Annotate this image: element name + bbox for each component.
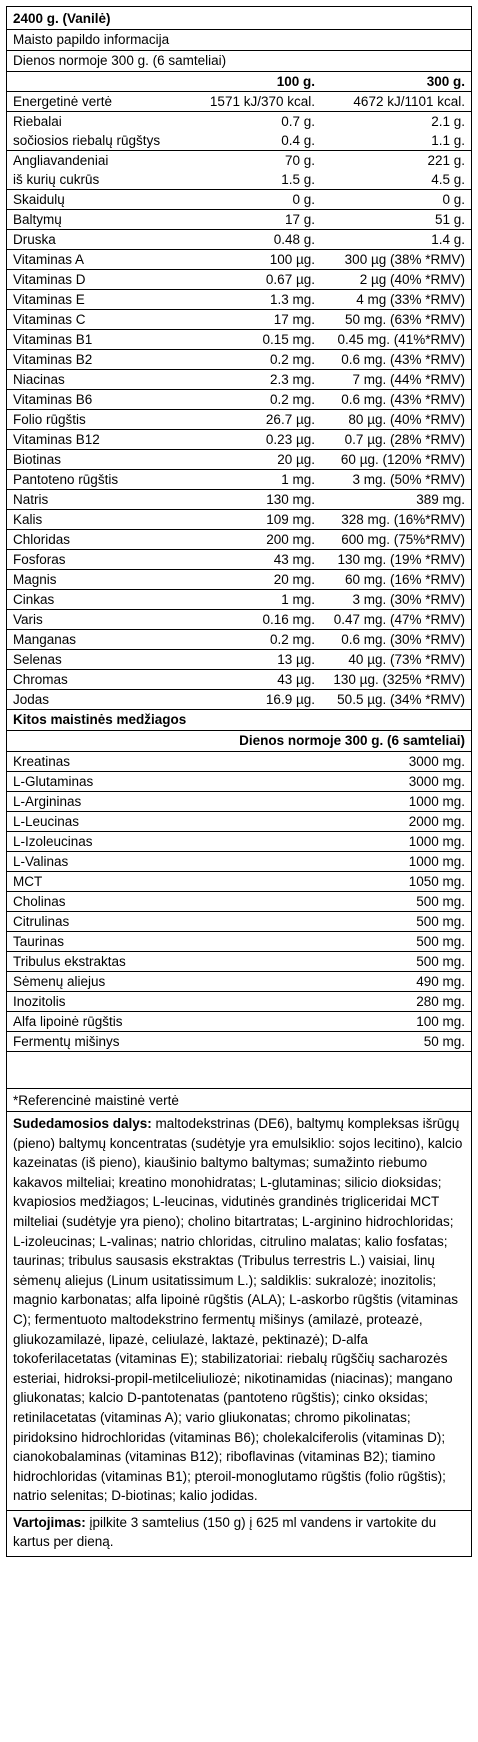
nutrient-name	[7, 370, 189, 390]
nutrient-name	[7, 92, 189, 112]
nutrient-name-line: Druska	[13, 232, 56, 247]
other-nutrient-value: 280 mg.	[319, 992, 471, 1012]
nutrient-name-line: Magnis	[13, 572, 57, 587]
other-nutrient-value: 3000 mg.	[319, 752, 471, 772]
other-nutrient-name: Cholinas	[7, 892, 319, 912]
value-300g-line: 328 mg. (16%*RMV)	[341, 512, 465, 527]
value-300g	[321, 250, 471, 270]
other-nutrients-title: Kitos maistinės medžiagos	[7, 710, 471, 731]
nutrition-row	[7, 410, 471, 430]
nutrition-row	[7, 270, 471, 290]
value-100g	[189, 450, 321, 470]
value-100g	[189, 290, 321, 310]
value-100g	[189, 670, 321, 690]
nutrient-name-line: Fosforas	[13, 552, 66, 567]
value-100g-line: 0.2 mg.	[269, 632, 315, 647]
nutrient-name-line: Kalis	[13, 512, 43, 527]
nutrition-row	[7, 550, 471, 570]
nutrition-row	[7, 590, 471, 610]
value-300g-line: 50.5 µg. (34% *RMV)	[337, 692, 465, 707]
value-300g	[321, 310, 471, 330]
value-100g-line: 0.16 mg.	[262, 612, 315, 627]
nutrient-name	[7, 550, 189, 570]
value-300g-line: 600 mg. (75%*RMV)	[341, 532, 465, 547]
other-nutrient-row	[7, 972, 471, 992]
nutrient-name-line: Vitaminas A	[13, 252, 85, 267]
nutrition-row	[7, 112, 471, 151]
value-100g-line: 0.48 g.	[273, 232, 315, 247]
other-nutrient-value: 1000 mg.	[319, 792, 471, 812]
nutrient-name	[7, 310, 189, 330]
other-nutrient-value: 1050 mg.	[319, 872, 471, 892]
other-nutrient-value: 3000 mg.	[319, 772, 471, 792]
value-300g	[321, 230, 471, 250]
column-300g: 300 g.	[321, 72, 471, 92]
value-300g	[321, 510, 471, 530]
nutrition-row	[7, 190, 471, 210]
nutrient-name	[7, 210, 189, 230]
nutrient-name-line: Natris	[13, 492, 49, 507]
other-nutrient-name: Sėmenų aliejus	[7, 972, 319, 992]
nutrient-name-line: Vitaminas B2	[13, 352, 93, 367]
other-nutrient-name: Citrulinas	[7, 912, 319, 932]
other-nutrient-row	[7, 852, 471, 872]
value-100g-line: 130 mg.	[266, 492, 315, 507]
value-300g-line: 1.1 g.	[431, 133, 465, 148]
label-subtitle: Maisto papildo informacija	[7, 30, 471, 51]
value-100g	[189, 430, 321, 450]
value-100g-line: 13 µg.	[277, 652, 315, 667]
other-nutrient-row	[7, 872, 471, 892]
other-nutrient-row	[7, 892, 471, 912]
value-100g-line: 70 g.	[284, 153, 315, 168]
value-300g	[321, 690, 471, 710]
other-nutrient-row	[7, 832, 471, 852]
value-300g	[321, 350, 471, 370]
other-nutrient-name: L-Leucinas	[7, 812, 319, 832]
product-title: 2400 g. (Vanilė)	[7, 7, 471, 30]
other-nutrient-name: Fermentų mišinys	[7, 1032, 319, 1052]
value-300g	[321, 430, 471, 450]
value-100g-line: 1571 kJ/370 kcal.	[209, 94, 315, 109]
value-100g	[189, 510, 321, 530]
value-300g	[321, 650, 471, 670]
nutrient-name	[7, 510, 189, 530]
value-300g-line: 0.7 µg. (28% *RMV)	[344, 432, 465, 447]
value-100g	[189, 270, 321, 290]
ingredients-label: Sudedamosios dalys:	[13, 1116, 152, 1131]
value-300g-line: 4.5 g.	[431, 172, 465, 187]
other-nutrient-row	[7, 912, 471, 932]
value-300g-line: 130 mg. (19% *RMV)	[337, 552, 465, 567]
serving-info: Dienos normoje 300 g. (6 samteliai)	[7, 51, 471, 72]
value-100g	[189, 151, 321, 190]
value-100g-line: 1.3 mg.	[269, 292, 315, 307]
ingredients-block	[7, 1112, 471, 1511]
value-100g-line: 1 mg.	[281, 592, 315, 607]
nutrition-row	[7, 250, 471, 270]
value-100g	[189, 92, 321, 112]
nutrition-row	[7, 210, 471, 230]
value-100g	[189, 490, 321, 510]
value-300g	[321, 410, 471, 430]
nutrition-row	[7, 430, 471, 450]
nutrient-name	[7, 610, 189, 630]
nutrient-name-line: Vitaminas B6	[13, 392, 93, 407]
value-300g-line: 1.4 g.	[431, 232, 465, 247]
value-300g	[321, 92, 471, 112]
nutrient-name	[7, 330, 189, 350]
ingredients-text: maltodekstrinas (DE6), baltymų kompleksas išrūgų (pieno) baltymų koncentratas (sudėtyje yra emulsiklio: sojos lecitino), kalcio kazeinatas (iš pieno), kiaušinio baltymo baltymas; sumažinto riebumo kakavos milteliai; kreatino monohidratas; L-glutaminas; silicio dioksidas; kvapiosios medžiagos; L-leucinas, vidutinės grandinės trigliceridai MCT milteliai (sudėtyje yra pieno); cholino bitartratas; L-arginino hidrochloridas; L-izoleucinas; L-valinas; natrio chloridas, citrulino malatas; kalio fosfatas; taurinas; tribulus sausasis ekstraktas (Tribulus terrestris L.) vaisiai, linų sėmenų aliejus (Linum usitatissimum L.); saldiklis: sukralozė; inozitolis; magnio karbonatas; alfa lipoinė rūgštis (ALA); L-askorbo rūgštis (vitaminas C); fermentuoto maltodekstrino fermentų mišinys (amilazė, proteazė, gliukozamilazė, lipazė, celiulazė, laktazė, pektinazė); D-alfa tokoferilacetatas (vitaminas E); stabilizatoriai: riebalų rūgščių sacharozės esteriai, hidroksi-propil-metilceliuliozė; nikotinamidas (niacinas); mangano gliukonatas; kalcio D-pantotenatas (pantoteno rūgštis); cinko oksidas; retinilacetatas (vitaminas A); vario gliukonatas; chromo pikolinatas; piridoksino hidrochloridas (vitaminas B6); cholekalciferolis (vitaminas D); cianokobalaminas (vitaminas B12); riboflavinas (vitaminas B2); tiamino hidrochloridas (vitaminas B1); pteroil-monoglutamo rūgštis (folio rūgštis); natrio selenitas; D-biotinas; kalio jodidas.	[13, 1116, 463, 1504]
value-100g	[189, 310, 321, 330]
other-nutrient-value: 500 mg.	[319, 892, 471, 912]
other-nutrient-value: 100 mg.	[319, 1012, 471, 1032]
other-nutrient-row	[7, 752, 471, 772]
other-nutrient-name: Inozitolis	[7, 992, 319, 1012]
value-300g	[321, 290, 471, 310]
other-nutrient-row	[7, 992, 471, 1012]
other-nutrient-name: Tribulus ekstraktas	[7, 952, 319, 972]
nutrient-name	[7, 190, 189, 210]
nutrient-name	[7, 250, 189, 270]
nutrient-name	[7, 490, 189, 510]
value-100g	[189, 350, 321, 370]
value-300g	[321, 210, 471, 230]
other-nutrient-value: 50 mg.	[319, 1032, 471, 1052]
value-300g-line: 2.1 g.	[431, 114, 465, 129]
value-300g	[321, 470, 471, 490]
column-100g: 100 g.	[189, 72, 321, 92]
nutrient-name-line: Baltymų	[13, 212, 62, 227]
nutrient-name	[7, 270, 189, 290]
value-100g	[189, 650, 321, 670]
nutrient-name-line: Vitaminas E	[13, 292, 85, 307]
other-nutrient-row	[7, 952, 471, 972]
value-300g-line: 51 g.	[434, 212, 465, 227]
value-300g-line: 389 mg.	[416, 492, 465, 507]
value-300g	[321, 570, 471, 590]
value-100g-line: 1.5 g.	[281, 172, 315, 187]
other-nutrient-name: MCT	[7, 872, 319, 892]
value-300g	[321, 490, 471, 510]
other-nutrient-row	[7, 792, 471, 812]
nutrient-name-line: Niacinas	[13, 372, 65, 387]
value-100g-line: 1 mg.	[281, 472, 315, 487]
nutrient-name-line: Biotinas	[13, 452, 62, 467]
value-300g	[321, 630, 471, 650]
other-nutrient-row	[7, 1032, 471, 1052]
value-100g-line: 17 g.	[284, 212, 315, 227]
nutrition-row	[7, 670, 471, 690]
nutrient-name	[7, 470, 189, 490]
value-100g	[189, 250, 321, 270]
nutrient-name	[7, 112, 189, 151]
nutrition-row	[7, 490, 471, 510]
value-300g	[321, 590, 471, 610]
other-nutrient-row	[7, 812, 471, 832]
nutrition-row	[7, 330, 471, 350]
other-nutrient-name: L-Argininas	[7, 792, 319, 812]
nutrient-name-line: Jodas	[13, 692, 50, 707]
other-nutrient-name: Kreatinas	[7, 752, 319, 772]
value-100g-line: 2.3 mg.	[269, 372, 315, 387]
nutrient-name-line: Riebalai	[13, 114, 62, 129]
other-nutrients-header: Dienos normoje 300 g. (6 samteliai)	[7, 731, 471, 752]
value-300g-line: 2 µg (40% *RMV)	[359, 272, 465, 287]
usage-text: įpilkite 3 samtelius (150 g) į 625 ml vandens ir vartokite du kartus per dieną.	[13, 1514, 437, 1550]
value-100g-line: 0.2 mg.	[269, 352, 315, 367]
value-300g-line: 40 µg. (73% *RMV)	[348, 652, 465, 667]
value-300g-line: 0.47 mg. (47% *RMV)	[333, 612, 465, 627]
nutrition-row	[7, 310, 471, 330]
other-nutrient-value: 490 mg.	[319, 972, 471, 992]
other-nutrient-name: L-Izoleucinas	[7, 832, 319, 852]
value-300g-line: 7 mg. (44% *RMV)	[352, 372, 465, 387]
value-100g	[189, 370, 321, 390]
nutrition-table	[7, 72, 471, 710]
other-nutrient-value: 500 mg.	[319, 932, 471, 952]
footnote: *Referencinė maistinė vertė	[7, 1089, 471, 1112]
usage-label: Vartojimas:	[13, 1514, 86, 1530]
other-nutrient-value: 2000 mg.	[319, 812, 471, 832]
value-300g-line: 60 µg. (120% *RMV)	[340, 452, 465, 467]
value-300g-line: 3 mg. (50% *RMV)	[352, 472, 465, 487]
value-100g-line: 109 mg.	[266, 512, 315, 527]
nutrition-row	[7, 470, 471, 490]
value-100g	[189, 470, 321, 490]
value-100g	[189, 610, 321, 630]
other-nutrient-row	[7, 932, 471, 952]
nutrient-name-line: Pantoteno rūgštis	[13, 472, 119, 487]
nutrition-row	[7, 290, 471, 310]
nutrient-name	[7, 670, 189, 690]
value-300g-line: 60 mg. (16% *RMV)	[344, 572, 465, 587]
value-300g	[321, 330, 471, 350]
value-300g	[321, 550, 471, 570]
value-300g	[321, 112, 471, 151]
value-100g	[189, 112, 321, 151]
nutrient-name-line: Angliavandeniai	[13, 153, 109, 168]
value-100g-line: 0.4 g.	[281, 133, 315, 148]
nutrient-name-line: Chromas	[13, 672, 68, 687]
other-nutrient-value: 500 mg.	[319, 952, 471, 972]
nutrition-row	[7, 650, 471, 670]
value-300g-line: 221 g.	[427, 153, 465, 168]
value-100g	[189, 570, 321, 590]
nutrient-name-line: Selenas	[13, 652, 62, 667]
value-300g-line: 80 µg. (40% *RMV)	[348, 412, 465, 427]
value-100g-line: 200 mg.	[266, 532, 315, 547]
nutrient-name-line: Skaidulų	[13, 192, 65, 207]
value-300g-line: 0.6 mg. (43% *RMV)	[341, 352, 465, 367]
value-100g	[189, 330, 321, 350]
nutrient-name	[7, 570, 189, 590]
value-100g-line: 20 mg.	[273, 572, 315, 587]
nutrient-name-line: Vitaminas C	[13, 312, 86, 327]
value-100g-line: 43 µg.	[277, 672, 315, 687]
nutrient-name-line: Vitaminas B12	[13, 432, 100, 447]
nutrient-name	[7, 590, 189, 610]
nutrient-name-line: Folio rūgštis	[13, 412, 86, 427]
nutrient-name	[7, 151, 189, 190]
other-nutrient-name: Alfa lipoinė rūgštis	[7, 1012, 319, 1032]
other-nutrient-value: 500 mg.	[319, 912, 471, 932]
value-100g-line: 17 mg.	[273, 312, 315, 327]
value-300g-line: 4 mg (33% *RMV)	[356, 292, 465, 307]
nutrition-column-header	[7, 72, 471, 92]
nutrient-name	[7, 430, 189, 450]
other-nutrient-row	[7, 772, 471, 792]
value-300g	[321, 190, 471, 210]
value-300g-line: 0.6 mg. (43% *RMV)	[341, 392, 465, 407]
value-300g	[321, 530, 471, 550]
value-300g-line: 50 mg. (63% *RMV)	[344, 312, 465, 327]
value-100g-line: 0.2 mg.	[269, 392, 315, 407]
value-100g-line: 43 mg.	[273, 552, 315, 567]
value-300g-line: 0.6 mg. (30% *RMV)	[341, 632, 465, 647]
nutrition-row	[7, 530, 471, 550]
value-100g-line: 100 µg.	[269, 252, 315, 267]
value-100g-line: 0.7 g.	[281, 114, 315, 129]
nutrition-row	[7, 230, 471, 250]
nutrition-row	[7, 630, 471, 650]
nutrient-name	[7, 230, 189, 250]
nutrient-name	[7, 410, 189, 430]
value-100g-line: 16.9 µg.	[265, 692, 315, 707]
value-100g-line: 26.7 µg.	[265, 412, 315, 427]
nutrition-row	[7, 450, 471, 470]
value-300g	[321, 450, 471, 470]
nutrition-row	[7, 370, 471, 390]
other-nutrient-value: 1000 mg.	[319, 832, 471, 852]
nutrient-name	[7, 630, 189, 650]
value-100g-line: 20 µg.	[277, 452, 315, 467]
other-nutrient-name: L-Glutaminas	[7, 772, 319, 792]
value-300g	[321, 370, 471, 390]
value-100g-line: 0.67 µg.	[265, 272, 315, 287]
nutrient-name	[7, 530, 189, 550]
value-100g	[189, 590, 321, 610]
nutrient-name	[7, 650, 189, 670]
nutrient-name-line: Energetinė vertė	[13, 94, 113, 109]
value-300g-line: 300 µg (38% *RMV)	[344, 252, 465, 267]
value-100g-line: 0 g.	[292, 192, 315, 207]
value-300g-line: 3 mg. (30% *RMV)	[352, 592, 465, 607]
value-300g	[321, 670, 471, 690]
value-300g-line: 130 µg. (325% *RMV)	[333, 672, 465, 687]
other-nutrients-table	[7, 752, 471, 1052]
nutrient-name-line: Manganas	[13, 632, 77, 647]
value-100g	[189, 690, 321, 710]
nutrient-name-line: Cinkas	[13, 592, 55, 607]
nutrition-row	[7, 610, 471, 630]
value-300g	[321, 610, 471, 630]
nutrition-row	[7, 690, 471, 710]
value-300g-line: 4672 kJ/1101 kcal.	[353, 94, 465, 109]
value-300g-line: 0 g.	[442, 192, 465, 207]
value-300g	[321, 270, 471, 290]
nutrition-row	[7, 350, 471, 370]
value-100g	[189, 210, 321, 230]
nutrition-row	[7, 92, 471, 112]
usage-block	[7, 1511, 471, 1556]
supplement-label	[6, 6, 472, 1557]
nutrient-name-line: iš kurių cukrūs	[13, 172, 100, 187]
value-100g	[189, 230, 321, 250]
nutrient-name	[7, 390, 189, 410]
nutrient-name	[7, 690, 189, 710]
other-nutrient-name: Taurinas	[7, 932, 319, 952]
nutrient-name	[7, 350, 189, 370]
value-100g	[189, 530, 321, 550]
value-100g	[189, 630, 321, 650]
value-100g-line: 0.23 µg.	[265, 432, 315, 447]
value-100g	[189, 550, 321, 570]
value-100g-line: 0.15 mg.	[262, 332, 315, 347]
value-300g	[321, 390, 471, 410]
value-100g	[189, 410, 321, 430]
section-divider	[7, 1052, 471, 1089]
other-nutrient-name: L-Valinas	[7, 852, 319, 872]
nutrient-name-line: Varis	[13, 612, 43, 627]
nutrition-row	[7, 510, 471, 530]
value-100g	[189, 190, 321, 210]
value-100g	[189, 390, 321, 410]
nutrient-name-line: sočiosios riebalų rūgštys	[13, 133, 161, 148]
value-300g-line: 0.45 mg. (41%*RMV)	[337, 332, 465, 347]
nutrient-name-line: Vitaminas B1	[13, 332, 93, 347]
nutrient-name-line: Vitaminas D	[13, 272, 86, 287]
nutrient-name	[7, 450, 189, 470]
nutrient-name-line: Chloridas	[13, 532, 71, 547]
nutrient-name	[7, 290, 189, 310]
nutrition-row	[7, 390, 471, 410]
value-300g	[321, 151, 471, 190]
other-nutrient-value: 1000 mg.	[319, 852, 471, 872]
other-nutrient-row	[7, 1012, 471, 1032]
nutrition-row	[7, 151, 471, 190]
nutrition-row	[7, 570, 471, 590]
